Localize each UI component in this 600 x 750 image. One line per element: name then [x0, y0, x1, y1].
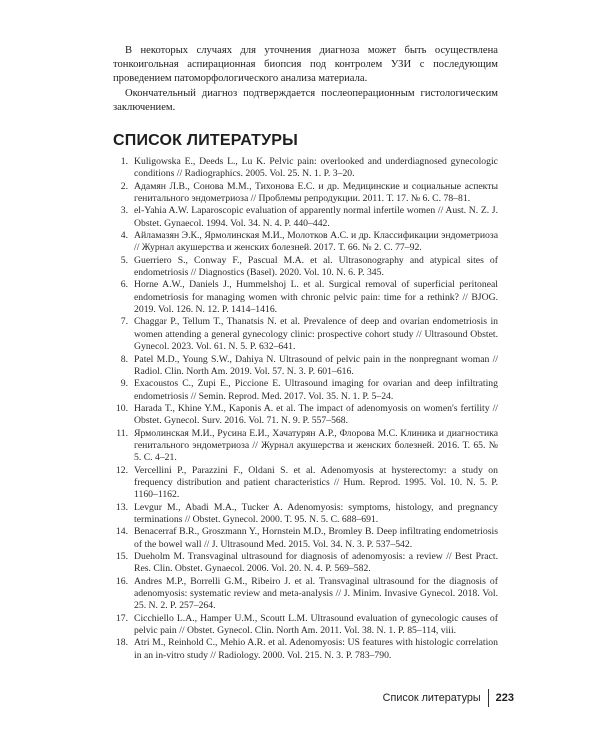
reference-item — [113, 526, 498, 551]
reference-number: 7. — [120, 316, 128, 328]
reference-number: 14. — [115, 526, 128, 538]
intro-text — [113, 44, 498, 115]
reference-text: el-Yahia A.W. Laparoscopic evaluation of apparently normal infertile women // Aust. N. Z. J. Obstet. Gynaecol. 1994. Vol. 34. N. 4. P. 440–442. — [134, 205, 498, 229]
reference-number: 4. — [120, 230, 128, 242]
reference-number: 6. — [120, 279, 128, 291]
reference-item — [113, 316, 498, 353]
reference-text: Chaggar P., Tellum T., Thanatsis N. et al. Prevalence of deep and ovarian endometriosis in women attending a general gynecology clinic: prospective cohort study // Ultrasound Obstet. Gynecol. 2023. Vol. 61. N. 5. P. 632–641. — [134, 316, 498, 353]
reference-number: 17. — [115, 612, 128, 624]
reference-text: Guerriero S., Conway F., Pascual M.A. et al. Ultrasonography and atypical sites of endometriosis // Diagnostics (Basel). 2020. Vol. 10. N. 6. P. 345. — [134, 254, 498, 279]
reference-text: Atri M., Reinhold C., Mehio A.R. et al. Adenomyosis: US features with histologic correlation in an in-vitro study // Radiology. 2000. Vol. 215. N. 3. P. 783–790. — [134, 637, 498, 661]
reference-number: 8. — [120, 353, 128, 365]
reference-item — [113, 181, 498, 206]
reference-number: 18. — [115, 637, 128, 649]
footer-divider — [488, 689, 489, 707]
reference-text: Horne A.W., Daniels J., Hummelshoj L. et al. Surgical removal of superficial peritoneal endometriosis for managing women with chronic pelvic pain: time for a rethink? // BJOG. 2019. Vol. 126. N. 12. P. 1414–1416. — [134, 279, 498, 316]
reference-text: Benacerraf B.R., Groszmann Y., Hornstein M.D., Bromley B. Deep infiltrating endometriosis of the bowel wall // J. Ultrasound Med. 2015. Vol. 34. N. 3. P. 537–542. — [134, 526, 498, 550]
references-list — [113, 156, 498, 662]
page-number: 223 — [495, 692, 514, 704]
reference-item — [113, 378, 498, 403]
reference-item — [113, 613, 498, 638]
reference-number: 1. — [120, 156, 128, 167]
reference-text: Cicchiello L.A., Hamper U.M., Scoutt L.M. Ultrasound evaluation of gynecologic causes of pelvic pain // Obstet. Gynecol. Clin. North Am. 2011. Vol. 38. N. 1. P. 85–114, viii. — [134, 612, 498, 637]
intro-paragraph-1: В некоторых случаях для уточнения диагноза может быть осуществлена тонкоигольная аспирационная биопсия под контролем УЗИ с последующим проведением патоморфологического анализа материала. — [113, 45, 498, 85]
reference-number: 16. — [115, 575, 128, 587]
reference-text: Vercellini P., Parazzini F., Oldani S. et al. Adenomyosis at hysterectomy: a study on frequency distribution and patient characteristics // Hum. Reprod. 1995. Vol. 10. N. 5. P. 1160–1162. — [134, 464, 498, 501]
reference-item — [113, 465, 498, 502]
reference-number: 11. — [116, 427, 128, 439]
reference-number: 10. — [115, 402, 128, 414]
reference-text: Dueholm M. Transvaginal ultrasound for diagnosis of adenomyosis: a review // Best Pract. Res. Clin. Obstet. Gynaecol. 2006. Vol. 20. N. 4. P. 569–582. — [134, 551, 498, 575]
page-footer — [383, 689, 514, 707]
reference-item — [113, 279, 498, 316]
reference-text: Harada T., Khine Y.M., Kaponis A. et al. The impact of adenomyosis on women's fertility // Obstet. Gynecol. Surv. 2016. Vol. 71. N. 9. P. 557–568. — [134, 402, 498, 427]
reference-item — [113, 637, 498, 662]
reference-item — [113, 551, 498, 576]
reference-item — [113, 576, 498, 613]
reference-number: 12. — [115, 464, 128, 476]
reference-item — [113, 230, 498, 255]
reference-number: 15. — [115, 551, 128, 562]
intro-paragraph-2: Окончательный диагноз подтверждается послеоперационным гистологическим заключением. — [113, 87, 498, 113]
reference-item — [113, 502, 498, 527]
reference-number: 3. — [120, 205, 128, 217]
reference-item — [113, 156, 498, 181]
references-heading: СПИСОК ЛИТЕРАТУРЫ — [113, 132, 299, 149]
reference-number: 2. — [120, 180, 128, 192]
reference-text: Exacoustos C., Zupi E., Piccione E. Ultrasound imaging for ovarian and deep infiltrating endometriosis // Semin. Reprod. Med. 2017. Vol. 35. N. 1. P. 5–24. — [134, 378, 498, 402]
reference-item — [113, 403, 498, 428]
reference-item — [113, 205, 498, 230]
reference-text: Patel M.D., Young S.W., Dahiya N. Ultrasound of pelvic pain in the nonpregnant woman // Radiol. Clin. North Am. 2019. Vol. 57. N. 3. P. 601–616. — [134, 353, 498, 377]
reference-item — [113, 354, 498, 379]
reference-number: 9. — [120, 378, 128, 390]
reference-item — [113, 428, 498, 465]
reference-text: Andres M.P., Borrelli G.M., Ribeiro J. et al. Transvaginal ultrasound for the diagnosis of adenomyosis: systematic review and meta-analysis // J. Minim. Invasive Gynecol. 2018. Vol. 25. N. 2. P. 257–264. — [134, 575, 498, 612]
reference-text: Kuligowska E., Deeds L., Lu K. Pelvic pain: overlooked and underdiagnosed gynecologic conditions // Radiographics. 2005. Vol. 25. N. 1. P. 3–20. — [134, 156, 498, 180]
reference-text: Ярмолинская М.И., Русина Е.И., Хачатурян А.Р., Флорова М.С. Клиника и диагностика генитального эндометриоза // Журнал акушерства и женских болезней. 2016. Т. 65. № 5. С. 4–21. — [134, 427, 498, 464]
reference-number: 13. — [115, 501, 128, 513]
reference-text: Адамян Л.В., Сонова М.М., Тихонова Е.С. и др. Медицинские и социальные аспекты генитального эндометриоза // Проблемы репродукции. 2011. Т. 17. № 6. С. 78–81. — [134, 180, 498, 205]
reference-item — [113, 255, 498, 280]
reference-text: Levgur M., Abadi M.A., Tucker A. Adenomyosis: symptoms, histology, and pregnancy terminations // Obstet. Gynecol. 2000. T. 95. N. 5. C. 688–691. — [134, 501, 498, 525]
reference-number: 5. — [120, 254, 128, 266]
running-footer-title: Список литературы — [382, 692, 481, 704]
reference-text: Айламазян Э.К., Ярмолинская М.И., Молотков А.С. и др. Классификации эндометриоза // Журнал акушерства и женских болезней. 2017. Т. 66. № 2. С. 77–92. — [134, 230, 498, 254]
